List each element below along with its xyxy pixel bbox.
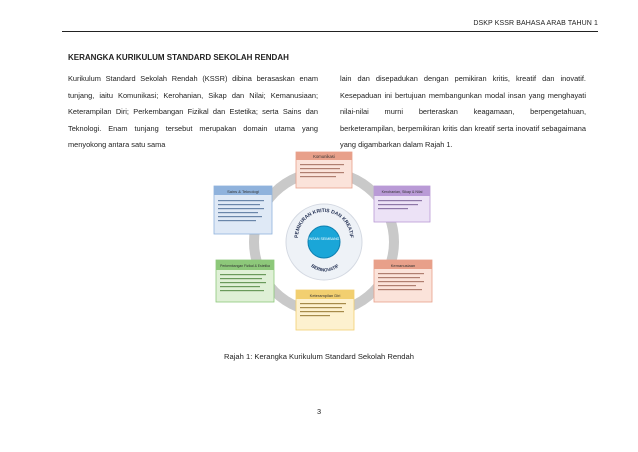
pillar-title: Kemanusiaan — [390, 263, 416, 268]
pillar-title: Komunikasi — [313, 154, 335, 159]
pillar-title: Perkembangan Fizikal & Estetika — [220, 264, 270, 268]
pillar-title: Sains & Teknologi — [227, 189, 259, 194]
section-title: KERANGKA KURIKULUM STANDARD SEKOLAH RENDAH — [68, 53, 289, 62]
curriculum-framework-diagram — [200, 148, 440, 344]
page-number: 3 — [316, 407, 322, 416]
right-paragraph: lain dan disepadukan dengan pemikiran kritis, kreatif dan inovatif. Kesepaduan ini bertujuan membangunkan modal insan yang menghayati nilai-nilai murni berteraskan keagamaan, berpengetahuan, berketerampilan, berpemikiran kritis dan kreatif serta inovatif sebagaimana yang digambarkan dalam Rajah 1. — [340, 74, 586, 150]
pillar-perkembangan-fizikal — [216, 260, 274, 302]
pillar-keterampilan-diri — [296, 290, 354, 330]
center-circle — [308, 226, 340, 258]
pillar-sains-teknologi — [214, 186, 272, 234]
center-label: INSAN SEIMBANG — [308, 237, 340, 241]
pillar-komunikasi — [296, 152, 352, 188]
ring-label-bottom: BERINOVATIF — [310, 263, 340, 273]
pillar-title: Kerohanian, Sikap & Nilai — [381, 190, 423, 194]
pillar-title: Keterampilan Diri — [309, 293, 341, 298]
header-rule — [62, 31, 598, 32]
figure-caption: Rajah 1: Kerangka Kurikulum Standard Sekolah Rendah — [224, 352, 414, 361]
pillar-kerohanian — [374, 186, 430, 222]
ring-label-top: PEMIKIRAN KRITIS DAN KREATIF — [293, 207, 355, 239]
diagram-svg — [200, 148, 440, 344]
pillar-kemanusiaan — [374, 260, 432, 302]
left-paragraph: Kurikulum Standard Sekolah Rendah (KSSR) dibina berasaskan enam tunjang, iaitu Komunikasi; Kerohanian, Sikap dan Nilai; Kemanusiaan; Keterampilan Diri; Perkembangan Fizikal dan Estetika; serta Sains dan Teknologi. Enam tunjang tersebut merupakan domain utama yang menyokong antara satu sama — [68, 74, 318, 150]
running-header: DSKP KSSR BAHASA ARAB TAHUN 1 — [473, 20, 598, 27]
